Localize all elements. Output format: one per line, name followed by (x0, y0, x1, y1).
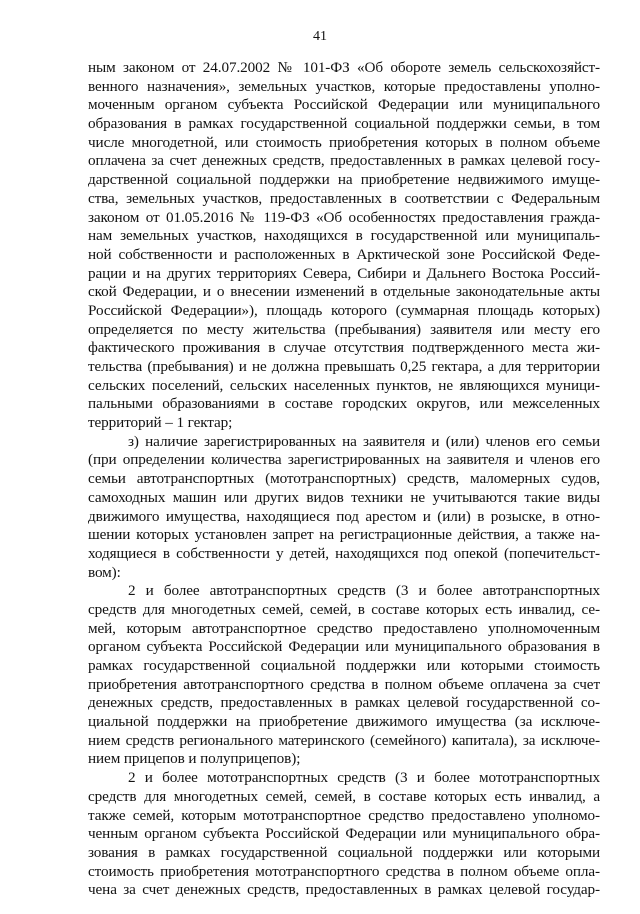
text-line: ства, земельных участков, предоставленных в соответствии с Федеральным (88, 189, 600, 207)
text-line: сельских поселений, сельских населенных пунктов, не являющихся муници- (88, 376, 600, 394)
text-line: чена за счет денежных средств, предоставленных в рамках целевой государ- (88, 881, 600, 899)
paragraph-first-line: 2 и более мототранспортных средств (3 и более мототранспортных (128, 769, 600, 787)
text-line: числе многодетной, или стоимость приобретения которых в полном объеме (88, 133, 600, 151)
body-text (88, 59, 600, 900)
text-line: пальными образованиями в составе городских округов, или межселенных (88, 395, 600, 413)
text-line: движимого имущества, находящиеся под арестом и (или) в розыске, в отно- (88, 507, 600, 525)
text-line: средств для многодетных семей, семей, в составе которых есть инвалид, се- (88, 600, 600, 618)
text-line: нием средств регионального материнского (семейного) капитала), за исключе- (88, 731, 600, 749)
text-line: ченным органом субъекта Российской Федерации или муниципального обра- (88, 825, 600, 843)
text-line: денежных средств, предоставленных в рамках целевой государственной со- (88, 694, 600, 712)
page-number: 41 (313, 29, 327, 44)
text-line: шении которых установлен запрет на регистрационные действия, а также на- (88, 526, 600, 544)
text-line: венного назначения», земельных участков, которые предоставлены уполно- (88, 77, 600, 95)
text-line: вом): (88, 563, 121, 581)
text-line: семьи автотранспортных (мототранспортных) средств, маломерных судов, (88, 470, 600, 488)
text-line: средств для многодетных семей, семей, в составе которых есть инвалид, а (88, 787, 600, 805)
text-line: стоимость приобретения мототранспортного средства в полном объеме опла- (88, 862, 600, 880)
text-line: территорий – 1 гектар; (88, 414, 233, 432)
text-line: Российской Федерации»), площадь которого (суммарная площадь которых) (88, 301, 600, 319)
text-line: ходящиеся в собственности у детей, находящихся под опекой (попечительст- (88, 544, 600, 562)
paragraph-first-line: з) наличие зарегистрированных на заявителя и (или) членов его семьи (128, 432, 600, 450)
text-line: фактического проживания в случае отсутствия подтвержденного места жи- (88, 339, 600, 357)
text-line: законом от 01.05.2016 № 119-ФЗ «Об особенностях предоставления гражда- (88, 208, 600, 226)
text-line: ной собственности и расположенных в Арктической зоне Российской Феде- (88, 245, 600, 263)
paragraph-first-line: 2 и более автотранспортных средств (3 и более автотранспортных (128, 582, 600, 600)
text-line: дарственной социальной поддержки на приобретение недвижимого имуще- (88, 171, 600, 189)
text-line: циальной поддержки на приобретение движимого имущества (за исключе- (88, 713, 600, 731)
text-line: мей, которым автотранспортное средство предоставлено уполномоченным (88, 619, 600, 637)
text-line: самоходных машин или других видов техники не учитываются такие виды (88, 488, 600, 506)
text-line: рамках государственной социальной поддержки или которыми стоимость (88, 657, 600, 674)
text-line: ным законом от 24.07.2002 № 101-ФЗ «Об обороте земель сельскохозяйст- (88, 59, 600, 76)
text-line: (при определении количества зарегистрированных на заявителя и членов его (88, 451, 600, 469)
text-line: также семей, которым мототранспортное средство предоставлено уполномо- (88, 806, 600, 824)
text-line: моченным органом субъекта Российской Федерации или муниципального (88, 96, 600, 114)
text-line: оплачена за счет денежных средств, предоставленных в рамках целевой госу- (88, 152, 600, 170)
text-line: зования в рамках государственной социальной поддержки или которыми (88, 843, 600, 861)
text-line: нием прицепов и полуприцепов); (88, 750, 301, 768)
text-line: тельства (пребывания) и не должна превышать 0,25 гектара, а для территории (88, 358, 600, 375)
text-line: нам земельных участков, находящихся в государственной или муниципаль- (88, 227, 600, 245)
text-line: образования в рамках государственной социальной поддержки семьи, в том (88, 115, 600, 133)
text-line: ской Федерации, и о внесении изменений в отдельные законодательные акты (88, 283, 600, 301)
text-line: рации и на других территориях Севера, Сибири и Дальнего Востока Россий- (88, 264, 600, 282)
text-line: определяется по месту жительства (пребывания) заявителя или месту его (88, 320, 600, 338)
text-line: органом субъекта Российской Федерации или муниципального образования в (88, 638, 600, 656)
text-line: приобретения автотранспортного средства в полном объеме оплачена за счет (88, 675, 600, 693)
